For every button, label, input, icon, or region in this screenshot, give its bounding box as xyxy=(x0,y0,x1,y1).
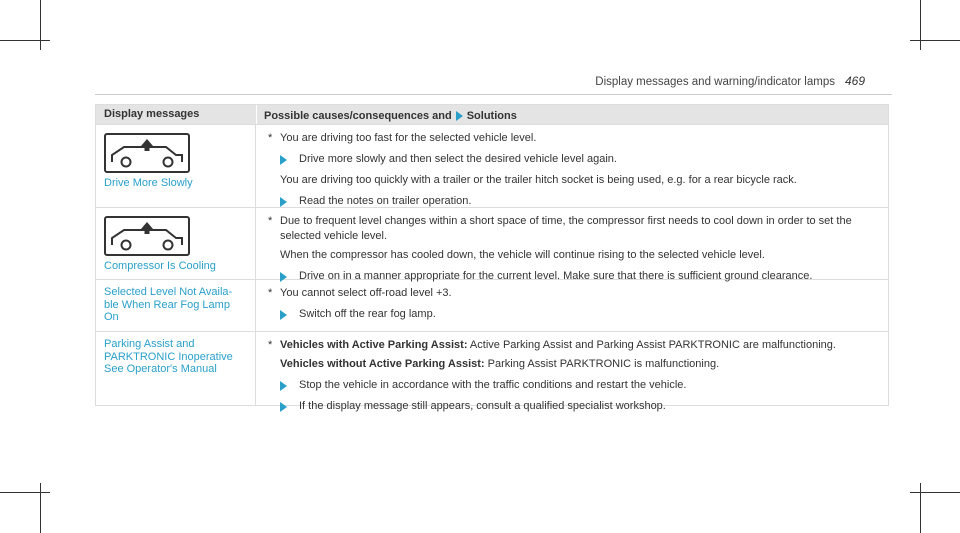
table-row: Drive More Slowly * You are driving too fast for the selected vehicle level. Drive more slowly and then select the desired vehicle level again. You are driving too quickly with a trailer or the trailer hitch socket is being used, e.g. for a rear bicycle rack. Read the notes on trailer operation. xyxy=(96,124,888,207)
crop-mark xyxy=(0,40,50,41)
display-message: Compressor Is Cooling xyxy=(104,260,216,272)
crop-mark xyxy=(0,492,50,493)
arrow-right-icon xyxy=(280,197,287,207)
header-divider xyxy=(95,94,892,95)
table-row: Parking Assist and PARKTRONIC Inoperative See Operator's Manual * Vehicles with Active Parking Assist: Active Parking Assist and Parking Assist PARKTRONIC are malfunctioning. Vehicles without Active Parking Assist: Parking Assist PARKTRONIC is malfunctioning. Stop the vehicle in accordance with the traffic conditions and restart the vehicle. If the display message still appears, consult a qualified specialist workshop. xyxy=(96,331,888,405)
crop-mark xyxy=(40,483,41,533)
table-row: Compressor Is Cooling * Due to frequent level changes within a short space of time, the compressor first needs to cool down in order to set the selected vehicle level. When the compressor has cooled down, the vehicle will continue rising to the selected vehicle level. Drive on in a manner appropriate for the current level. Make sure that there is sufficient ground clearance. xyxy=(96,207,888,279)
page-header xyxy=(595,74,865,88)
arrow-right-icon xyxy=(280,155,287,165)
col-header-messages: Display messages xyxy=(104,108,200,120)
arrow-right-icon xyxy=(280,310,287,320)
crop-mark xyxy=(920,0,921,50)
display-message: Selected Level Not Availa- ble When Rear Fog Lamp On xyxy=(104,286,233,323)
crop-mark xyxy=(40,0,41,50)
crop-mark xyxy=(910,40,960,41)
page-title: Display messages and warning/indicator lamps xyxy=(595,76,835,88)
vehicle-level-up-icon xyxy=(104,133,190,173)
arrow-right-icon xyxy=(280,402,287,412)
table-header xyxy=(96,105,888,124)
crop-mark xyxy=(920,483,921,533)
arrow-right-icon xyxy=(456,111,463,121)
table-row: Selected Level Not Availa- ble When Rear Fog Lamp On * You cannot select off-road level +3. Switch off the rear fog lamp. xyxy=(96,279,888,331)
vehicle-level-up-icon xyxy=(104,216,190,256)
messages-table xyxy=(95,104,889,412)
crop-mark xyxy=(910,492,960,493)
display-message: Drive More Slowly xyxy=(104,177,193,189)
display-message: Parking Assist and PARKTRONIC Inoperative See Operator's Manual xyxy=(104,338,233,375)
arrow-right-icon xyxy=(280,381,287,391)
page-number: 469 xyxy=(844,74,865,88)
col-header-causes: Possible causes/consequences and Solutions xyxy=(256,105,888,124)
